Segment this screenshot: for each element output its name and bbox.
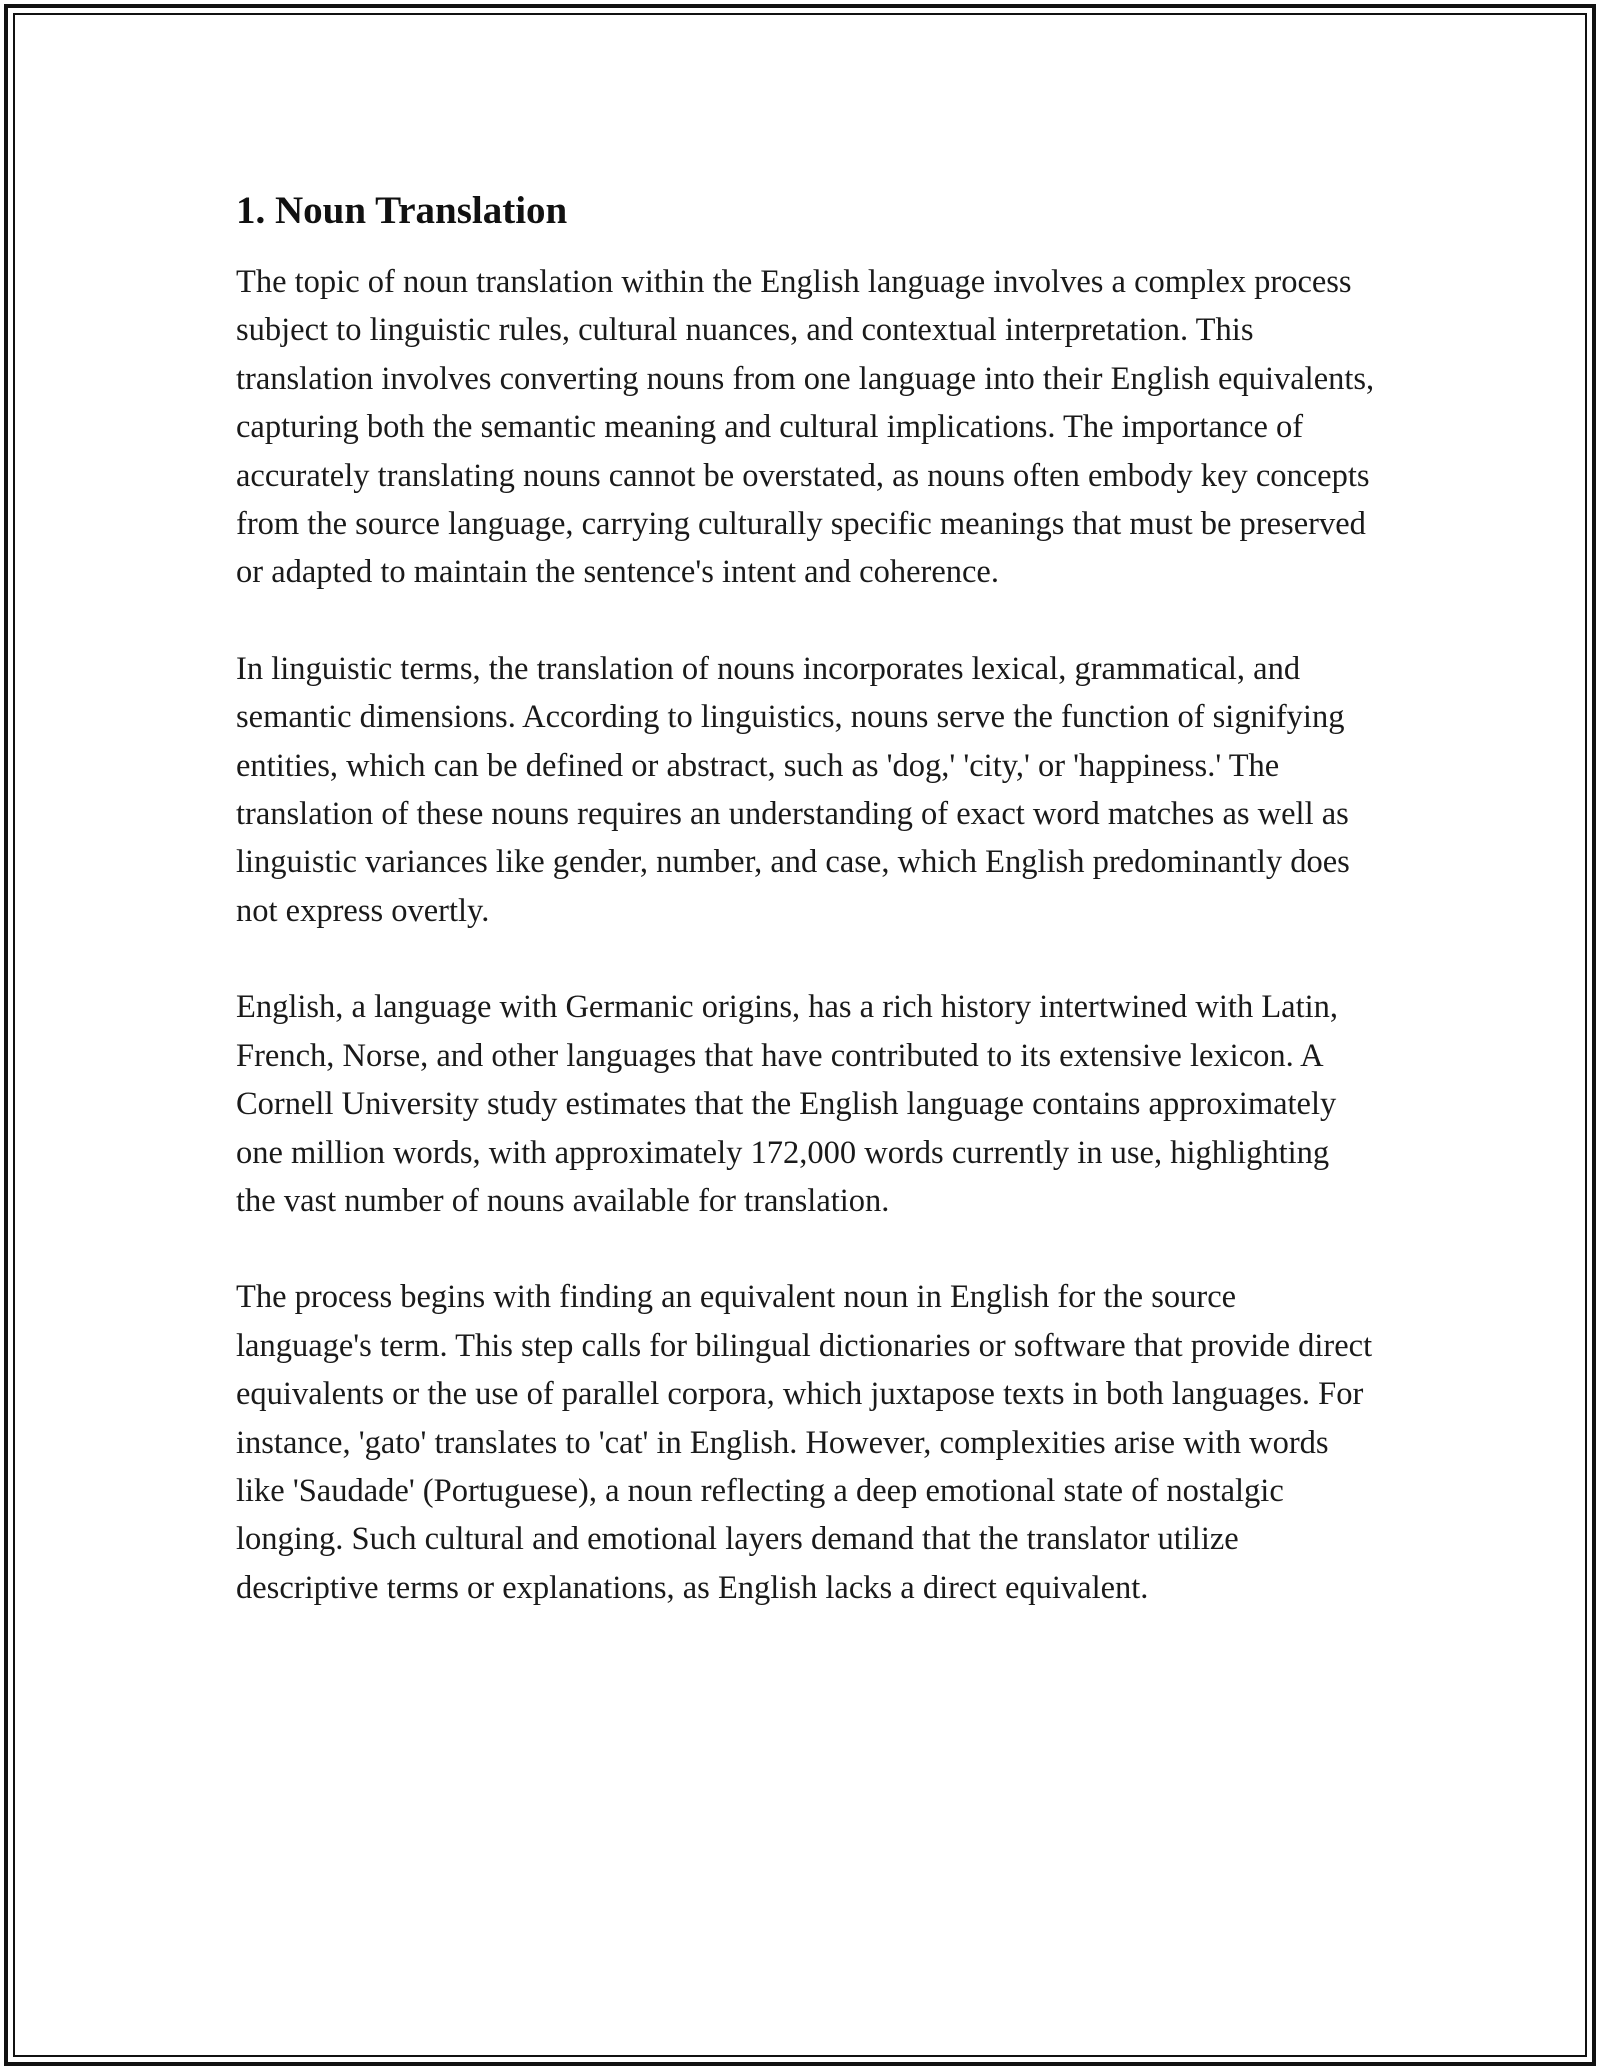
document-body [236, 186, 1376, 1660]
paragraph-1: The topic of noun translation within the English language involves a complex process subject to linguistic rules, cultural nuances, and contextual interpretation. This translation involves converting nouns from one language into their English equivalents, capturing both the semantic meaning and cultural implications. The importance of accurately translating nouns cannot be overstated, as nouns often embody key concepts from the source language, carrying culturally specific meanings that must be preserved or adapted to maintain the sentence's intent and coherence. [236, 264, 1375, 591]
paragraph-2: In linguistic terms, the translation of nouns incorporates lexical, grammatical, and semantic dimensions. According to linguistics, nouns serve the function of signifying entities, which can be defined or abstract, such as 'dog,' 'city,' or 'happiness.' The translation of these nouns requires an understanding of exact word matches as well as linguistic variances like gender, number, and case, which English predominantly does not express overtly. [236, 650, 1350, 929]
paragraph-4: The process begins with finding an equivalent noun in English for the source language's term. This step calls for bilingual dictionaries or software that provide direct equivalents or the use of parallel corpora, which juxtapose texts in both languages. For instance, 'gato' translates to 'cat' in English. However, complexities arise with words like 'Saudade' (Portuguese), a noun reflecting a deep emotional state of nostalgic longing. Such cultural and emotional layers demand that the translator utilize descriptive terms or explanations, as English lacks a direct equivalent. [236, 1279, 1373, 1606]
section-heading: 1. Noun Translation [236, 189, 568, 232]
paragraph-3: English, a language with Germanic origins, has a rich history intertwined with Latin, French, Norse, and other languages that have contributed to its extensive lexicon. A Cornell University study estimates that the English language contains approximately one million words, with approximately 172,000 words currently in use, highlighting the vast number of nouns available for translation. [236, 989, 1339, 1219]
